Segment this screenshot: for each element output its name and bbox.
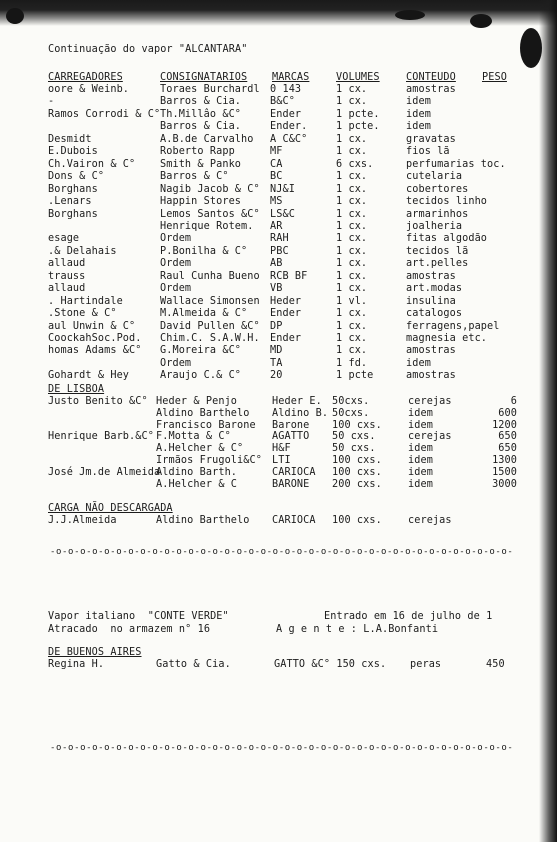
lisboa-content: idem	[408, 419, 433, 431]
lisboa-content: idem	[408, 407, 433, 419]
row-volume: 1 cx.	[336, 245, 368, 257]
row-consignee: Wallace Simonsen	[160, 295, 260, 307]
carga-consignee: Aldino Barthelo	[156, 515, 250, 526]
ink-blot	[470, 14, 492, 28]
row-content: amostras	[406, 84, 456, 95]
row-consignee: G.Moreira &C°	[160, 345, 242, 357]
row-content: fitas algodão	[406, 233, 488, 245]
row-volume: 1 cx.	[336, 320, 368, 332]
row-consignee: M.Almeida & C°	[160, 308, 248, 320]
row-shipper: homas Adams &C°	[48, 345, 142, 357]
row-mark: 0 143	[270, 84, 302, 95]
lisboa-consignee: Francisco Barone	[156, 419, 256, 431]
row-mark: A C&C°	[270, 133, 308, 145]
lisboa-weight: 6	[510, 396, 517, 407]
lisboa-weight: 3000	[492, 478, 517, 490]
lisboa-mark: Heder E.	[272, 396, 322, 407]
row-volume: 1 cx.	[336, 171, 368, 183]
ink-blot	[520, 28, 542, 68]
row-consignee: Nagib Jacob & C°	[160, 183, 260, 195]
separator-line: -o-o-o-o-o-o-o-o-o-o-o-o-o-o-o-o-o-o-o-o-o-o-o-o-o-o-o-o-o-o-o-o-o-o-o-o-o-o-	[50, 743, 514, 753]
row-consignee: Ordem	[160, 283, 192, 295]
row-shipper: allaud	[48, 283, 86, 295]
row-content: ferragens,papel	[406, 320, 500, 332]
lisboa-content: idem	[408, 455, 433, 466]
lisboa-shipper: Justo Benito &C°	[48, 396, 148, 407]
row-volume: 1 vl.	[336, 295, 368, 307]
row-consignee: Chim.C. S.A.W.H.	[160, 333, 260, 344]
row-mark: MF	[270, 146, 283, 158]
lisboa-volume: 50cxs.	[332, 396, 370, 407]
lisboa-weight: 1200	[492, 419, 517, 431]
row-mark: CA	[270, 158, 283, 170]
row-mark: DP	[270, 320, 283, 332]
row-consignee: Araujo C.& C°	[160, 370, 242, 382]
row-mark: TA	[270, 357, 283, 369]
lisboa-content: cerejas	[408, 431, 452, 443]
carga-mark: CARIOCA	[272, 515, 316, 526]
lisboa-consignee: A.Helcher & C	[156, 478, 238, 490]
row-consignee: Raul Cunha Bueno	[160, 270, 260, 282]
separator-line: -o-o-o-o-o-o-o-o-o-o-o-o-o-o-o-o-o-o-o-o-o-o-o-o-o-o-o-o-o-o-o-o-o-o-o-o-o-o-	[50, 547, 514, 557]
lisboa-weight: 650	[498, 431, 517, 443]
row-content: cutelaria	[406, 171, 463, 183]
row-mark: 20	[270, 370, 283, 382]
row-volume: 1 cx.	[336, 258, 368, 270]
lisboa-mark: Barone	[272, 419, 310, 431]
row-consignee: Henrique Rotem.	[160, 220, 254, 232]
row-shipper: Ramos Corrodi & C°	[48, 108, 161, 120]
row-content: fios lã	[406, 146, 450, 158]
header-marcas: MARCAS	[272, 72, 310, 83]
vapor-name: Vapor italiano "CONTE VERDE"	[48, 611, 229, 622]
lisboa-volume: 200 cxs.	[332, 478, 382, 490]
row-content: idem	[406, 96, 431, 108]
row-mark: B&C°	[270, 96, 295, 108]
row-volume: 6 cxs.	[336, 158, 374, 170]
row-volume: 1 cx.	[336, 345, 368, 357]
row-shipper: Ch.Vairon & C°	[48, 158, 136, 170]
row-content: gravatas	[406, 133, 456, 145]
row-consignee: Roberto Rapp	[160, 146, 235, 158]
lisboa-mark: AGATTO	[272, 431, 310, 443]
lisboa-content: idem	[408, 478, 433, 490]
lisboa-mark: LTI	[272, 455, 291, 466]
row-content: tecidos lã	[406, 245, 469, 257]
row-mark: VB	[270, 283, 283, 295]
lisboa-consignee: Aldino Barthelo	[156, 407, 250, 419]
row-shipper: Desmidt	[48, 133, 92, 145]
buenos-mark-volume: GATTO &C° 150 cxs.	[274, 659, 387, 670]
row-content: armarinhos	[406, 208, 469, 220]
lisboa-weight: 600	[498, 407, 517, 419]
section-title-buenos-aires: DE BUENOS AIRES	[48, 647, 142, 658]
row-content: joalheria	[406, 220, 463, 232]
lisboa-shipper: Henrique Barb.&C°	[48, 431, 154, 443]
row-mark: Heder	[270, 295, 302, 307]
carga-shipper: J.J.Almeida	[48, 515, 117, 526]
row-content: idem	[406, 121, 431, 133]
row-mark: NJ&I	[270, 183, 295, 195]
row-content: insulina	[406, 295, 456, 307]
row-volume: 1 cx.	[336, 333, 368, 344]
buenos-content: peras	[410, 659, 442, 670]
lisboa-consignee: Aldino Barth.	[156, 466, 238, 478]
buenos-consignee: Gatto & Cia.	[156, 659, 231, 670]
row-volume: 1 cx.	[336, 220, 368, 232]
row-consignee: Th.Millâo &C°	[160, 108, 242, 120]
carga-volume: 100 cxs.	[332, 515, 382, 526]
row-shipper: aul Unwin & C°	[48, 320, 136, 332]
lisboa-volume: 100 cxs.	[332, 466, 382, 478]
row-mark: PBC	[270, 245, 289, 257]
lisboa-shipper: José Jm.de Almeida	[48, 466, 161, 478]
row-mark: RAH	[270, 233, 289, 245]
lisboa-weight: 1500	[492, 466, 517, 478]
row-volume: 1 cx.	[336, 308, 368, 320]
row-shipper: .Lenars	[48, 196, 92, 208]
header-conteudo: CONTEUDO	[406, 72, 456, 83]
lisboa-mark: BARONE	[272, 478, 310, 490]
row-shipper: Dons & C°	[48, 171, 105, 183]
row-content: amostras	[406, 270, 456, 282]
row-shipper: CoockahSoc.Pod.	[48, 333, 142, 344]
row-content: amostras	[406, 370, 456, 382]
row-volume: 1 cx.	[336, 133, 368, 145]
ink-blot	[6, 8, 24, 24]
row-content: art.modas	[406, 283, 463, 295]
lisboa-volume: 50cxs.	[332, 407, 370, 419]
row-shipper: .& Delahais	[48, 245, 117, 257]
lisboa-mark: H&F	[272, 443, 291, 455]
row-consignee: David Pullen &C°	[160, 320, 260, 332]
row-content: cobertores	[406, 183, 469, 195]
row-content: tecidos linho	[406, 196, 488, 208]
row-volume: 1 cx.	[336, 283, 368, 295]
row-volume: 1 pcte	[336, 370, 374, 382]
row-volume: 1 cx.	[336, 208, 368, 220]
row-consignee: Barros & Cia.	[160, 121, 242, 133]
row-content: amostras	[406, 345, 456, 357]
lisboa-mark: Aldino B.	[272, 407, 329, 419]
lisboa-consignee: Heder & Penjo	[156, 396, 238, 407]
buenos-shipper: Regina H.	[48, 659, 105, 670]
row-volume: 1 cx.	[336, 183, 368, 195]
lisboa-volume: 50 cxs.	[332, 443, 376, 455]
row-shipper: Borghans	[48, 208, 98, 220]
section-title-carga: CARGA NÃO DESCARGADA	[48, 503, 173, 514]
row-mark: MS	[270, 196, 283, 208]
lisboa-consignee: A.Helcher & C°	[156, 443, 244, 455]
lisboa-volume: 100 cxs.	[332, 419, 382, 431]
row-consignee: Ordem	[160, 233, 192, 245]
row-content: catalogos	[406, 308, 463, 320]
row-mark: RCB BF	[270, 270, 308, 282]
row-consignee: P.Bonilha & C°	[160, 245, 248, 257]
row-shipper: allaud	[48, 258, 86, 270]
row-consignee: Smith & Panko	[160, 158, 242, 170]
row-mark: MD	[270, 345, 283, 357]
lisboa-weight: 1300	[492, 455, 517, 466]
row-volume: 1 pcte.	[336, 108, 380, 120]
lisboa-consignee: F.Motta & C°	[156, 431, 231, 443]
lisboa-content: idem	[408, 443, 433, 455]
carga-content: cerejas	[408, 515, 452, 526]
document-title: Continuação do vapor "ALCANTARA"	[48, 44, 248, 55]
row-shipper: Borghans	[48, 183, 98, 195]
lisboa-mark: CARIOCA	[272, 466, 316, 478]
lisboa-content: idem	[408, 466, 433, 478]
row-volume: 1 fd.	[336, 357, 368, 369]
row-mark: BC	[270, 171, 283, 183]
vapor-arrival: Entrado em 16 de julho de 1	[324, 611, 493, 622]
scan-right-edge	[539, 0, 557, 842]
row-shipper: -	[48, 96, 55, 108]
row-mark: Ender	[270, 333, 302, 344]
row-volume: 1 cx.	[336, 233, 368, 245]
row-shipper: E.Dubois	[48, 146, 98, 158]
row-consignee: Barros & Cia.	[160, 96, 242, 108]
row-consignee: Lemos Santos &C°	[160, 208, 260, 220]
row-content: perfumarias toc.	[406, 158, 506, 170]
buenos-weight: 450	[486, 659, 505, 670]
row-consignee: Happin Stores	[160, 196, 242, 208]
row-volume: 1 cx.	[336, 84, 368, 95]
row-shipper: .Stone & C°	[48, 308, 117, 320]
row-mark: Ender	[270, 108, 302, 120]
row-shipper: . Hartindale	[48, 295, 123, 307]
row-mark: Ender	[270, 308, 302, 320]
row-content: magnesia etc.	[406, 333, 488, 344]
header-volumes: VOLUMES	[336, 72, 380, 83]
row-mark: Ender.	[270, 121, 308, 133]
header-peso: PESO	[482, 72, 507, 83]
header-consignatarios: CONSIGNATARIOS	[160, 72, 248, 83]
lisboa-weight: 650	[498, 443, 517, 455]
header-carregadores: CARREGADORES	[48, 72, 123, 83]
row-consignee: Barros & C°	[160, 171, 229, 183]
row-content: idem	[406, 357, 431, 369]
row-volume: 1 cx.	[336, 146, 368, 158]
lisboa-volume: 50 cxs.	[332, 431, 376, 443]
row-mark: LS&C	[270, 208, 295, 220]
vapor-warehouse: Atracado no armazem n° 16	[48, 624, 211, 635]
row-volume: 1 cx.	[336, 270, 368, 282]
row-mark: AB	[270, 258, 283, 270]
lisboa-content: cerejas	[408, 396, 452, 407]
row-consignee: Toraes Burchardl	[160, 84, 260, 95]
row-consignee: Ordem	[160, 258, 192, 270]
vapor-agent: A g e n t e : L.A.Bonfanti	[276, 624, 439, 635]
row-content: art.pelles	[406, 258, 469, 270]
row-consignee: A.B.de Carvalho	[160, 133, 254, 145]
lisboa-consignee: Irmãos Frugoli&C°	[156, 455, 262, 466]
row-volume: 1 cx.	[336, 196, 368, 208]
row-shipper: Gohardt & Hey	[48, 370, 130, 382]
ink-blot	[395, 10, 425, 20]
row-shipper: esage	[48, 233, 80, 245]
row-shipper: trauss	[48, 270, 86, 282]
section-title-lisboa: DE LISBOA	[48, 384, 105, 395]
row-shipper: oore & Weinb.	[48, 84, 130, 95]
row-content: idem	[406, 108, 431, 120]
row-volume: 1 cx.	[336, 96, 368, 108]
row-volume: 1 pcte.	[336, 121, 380, 133]
lisboa-volume: 100 cxs.	[332, 455, 382, 466]
row-consignee: Ordem	[160, 357, 192, 369]
row-mark: AR	[270, 220, 283, 232]
